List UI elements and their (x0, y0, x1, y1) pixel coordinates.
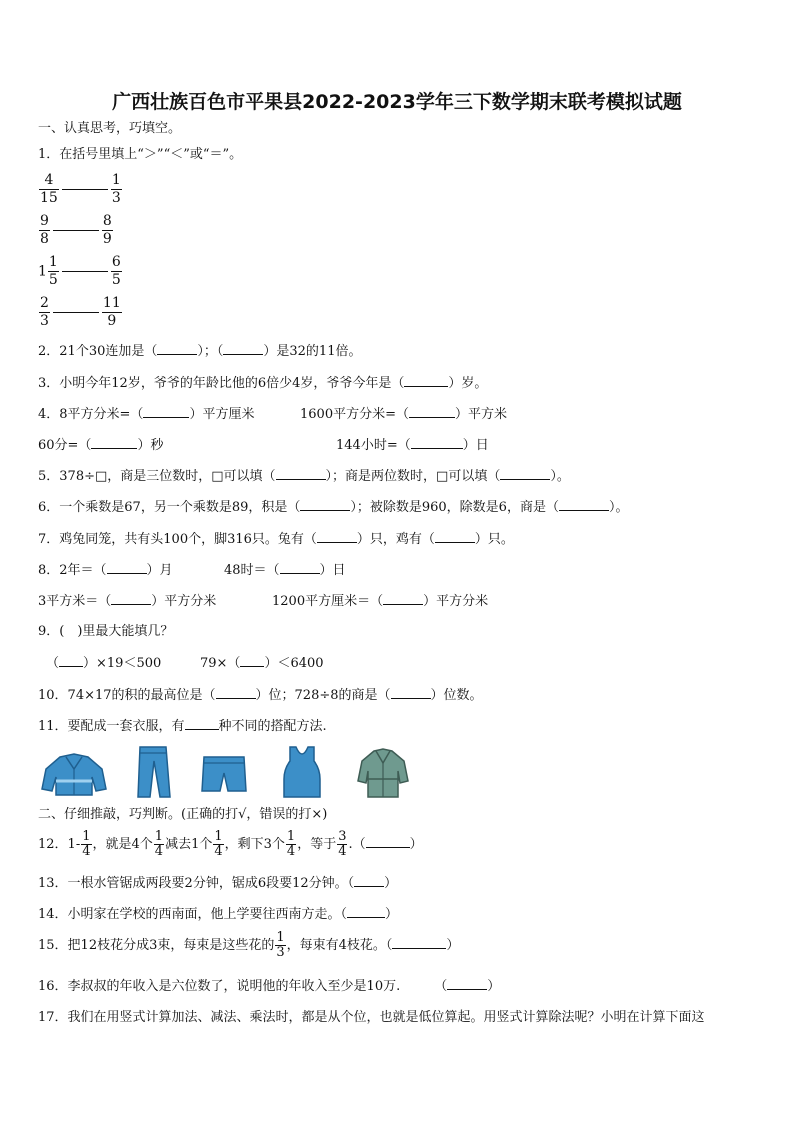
question-2: 2．21个30连加是（ ）；（ ）是32的11倍。 (38, 344, 362, 359)
question-8-part-b: 48时＝（ ）日 (224, 563, 346, 578)
answer-blank[interactable] (366, 835, 410, 848)
mixed-whole: 1 (38, 263, 47, 280)
question-12: 12．1- $\frac{1}{4}$ ，就是4个 $\frac{1}{4}$ 减去1个 $\frac{1}{4}$ ，剩下3个 $\frac{1}{4}$ ，等于 $\frac{3}{4}$ .（ ） (38, 829, 423, 859)
section-2-heading: 二、仔细推敲，巧判断。(正确的打√，错误的打×) (38, 807, 328, 822)
fraction: $\frac{1}{3}$ (111, 172, 121, 206)
question-9-part-a: （ ）×19＜500 (46, 656, 162, 671)
answer-blank[interactable] (411, 436, 463, 449)
fraction: $\frac{8}{9}$ (102, 213, 112, 247)
question-3: 3．小明今年12岁，爷爷的年龄比他的6倍少4岁，爷爷今年是（ ）岁。 (38, 376, 488, 391)
answer-blank[interactable] (392, 936, 446, 949)
clothing-images (38, 745, 418, 801)
answer-blank[interactable] (91, 436, 137, 449)
question-13: 13．一根水管锯成两段要2分钟，锯成6段要12分钟。（ ） (38, 876, 398, 891)
answer-line[interactable] (62, 189, 108, 190)
answer-blank[interactable] (223, 342, 263, 355)
answer-blank[interactable] (447, 977, 487, 990)
fraction: $\frac{6}{5}$ (111, 254, 121, 288)
fraction: $\frac{1}{5}$ (48, 254, 58, 288)
answer-blank[interactable] (500, 467, 550, 480)
answer-line[interactable] (53, 312, 99, 313)
answer-blank[interactable] (300, 498, 350, 511)
question-7: 7．鸡兔同笼，共有头100个，脚316只。兔有（ ）只，鸡有（ ）只。 (38, 532, 514, 547)
trousers-icon (130, 745, 176, 799)
fraction: $\frac{2}{3}$ (40, 295, 49, 329)
answer-blank[interactable] (143, 405, 189, 418)
answer-blank[interactable] (409, 405, 455, 418)
section-1-heading: 一、认真思考，巧填空。 (38, 121, 182, 136)
question-4-part-c: 60分=（ ）秒 (38, 438, 164, 453)
answer-blank[interactable] (559, 498, 609, 511)
compare-row-3 (38, 254, 123, 289)
question-14: 14．小明家在学校的西南面，他上学要往西南方走。（ ） (38, 907, 399, 922)
answer-blank[interactable] (107, 561, 147, 574)
question-10: 10．74×17的积的最高位是（ ）位；728÷8的商是（ ）位数。 (38, 688, 483, 703)
question-8-part-a: 8．2年＝（ ）月 (38, 563, 173, 578)
answer-blank[interactable] (435, 530, 475, 543)
answer-line[interactable] (53, 230, 99, 231)
coat-icon (356, 747, 410, 799)
jacket-icon (38, 751, 110, 797)
question-8-part-d: 1200平方厘米＝（ ）平方分米 (272, 594, 489, 609)
question-8-part-c: 3平方米＝（ ）平方分米 (38, 594, 217, 609)
fraction: $\frac{4}{15}$ (40, 172, 58, 206)
compare-row-4 (38, 295, 123, 330)
question-15: 15．把12枝花分成3束，每束是这些花的 $\frac{1}{3}$ ，每束有4枝花。（ ） (38, 930, 460, 960)
answer-blank[interactable] (347, 905, 385, 918)
answer-blank[interactable] (391, 686, 431, 699)
shorts-icon (200, 755, 248, 795)
question-9: 9．( )里最大能填几？ (38, 624, 174, 639)
answer-blank[interactable] (276, 467, 326, 480)
question-4-part-d: 144小时=（ ）日 (336, 438, 489, 453)
question-16: 16．李叔叔的年收入是六位数了，说明他的年收入至少是10万. （ ） (38, 979, 501, 994)
answer-blank[interactable] (216, 686, 256, 699)
question-17: 17．我们在用竖式计算加法、减法、乘法时，都是从个位，也就是低位算起。用竖式计算除法呢？小明在计算下面这 (38, 1010, 705, 1025)
answer-blank[interactable] (240, 654, 264, 667)
answer-blank[interactable] (317, 530, 357, 543)
question-4-row-1: 4．8平方分米=（ ）平方厘米 (38, 407, 255, 422)
page-title: 广西壮族百色市平果县2022-2023学年三下数学期末联考模拟试题 (112, 91, 682, 113)
fraction: $\frac{9}{8}$ (40, 213, 49, 247)
question-11: 11．要配成一套衣服，有 种不同的搭配方法. (38, 719, 327, 734)
question-4-part-b: 1600平方分米=（ ）平方米 (300, 407, 507, 422)
answer-blank[interactable] (59, 654, 83, 667)
question-6: 6．一个乘数是67，另一个乘数是89，积是（ ）；被除数是960，除数是6，商是（ ）。 (38, 500, 629, 515)
compare-row-1 (38, 172, 123, 207)
tank-top-icon (280, 745, 324, 799)
compare-row-2 (38, 213, 114, 248)
answer-blank[interactable] (157, 342, 197, 355)
answer-line[interactable] (62, 271, 108, 272)
fraction: $\frac{11}{9}$ (102, 295, 121, 329)
question-9-part-b: 79×（ ）＜6400 (200, 656, 324, 671)
answer-blank[interactable] (111, 592, 151, 605)
answer-blank[interactable] (383, 592, 423, 605)
question-1: 1．在括号里填上“＞”“＜”或“＝”。 (38, 147, 243, 162)
answer-blank[interactable] (404, 374, 448, 387)
answer-blank[interactable] (185, 717, 219, 730)
answer-blank[interactable] (354, 874, 384, 887)
answer-blank[interactable] (280, 561, 320, 574)
question-5: 5．378÷□，商是三位数时，□可以填（ ）；商是两位数时，□可以填（ ）。 (38, 469, 570, 484)
